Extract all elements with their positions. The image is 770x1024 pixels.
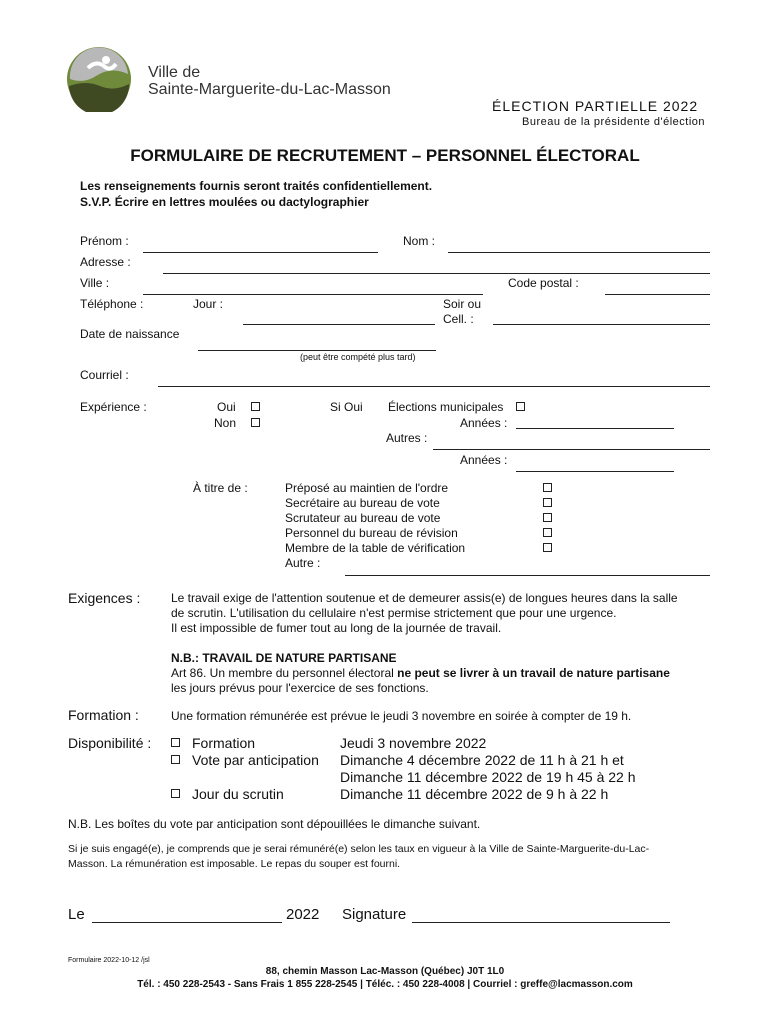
footer-address: 88, chemin Masson Lac-Masson (Québec) J0T 1L0 [265, 966, 505, 977]
date-signature-field[interactable] [92, 922, 282, 923]
date-naissance-note: (peut être compété plus tard) [300, 352, 416, 362]
election-title: ÉLECTION PARTIELLE 2022 [492, 98, 699, 114]
si-oui-label: Si Oui [330, 400, 363, 414]
code-postal-field[interactable] [605, 294, 710, 295]
adresse-field[interactable] [163, 273, 710, 274]
cell-label: Cell. : [443, 312, 474, 326]
adresse-label: Adresse : [80, 255, 131, 269]
footer-contact: Tél. : 450 228-2543 - Sans Frais 1 855 228-2545 | Téléc. : 450 228-4008 | Courriel : greffe@lacmasson.com [137, 979, 633, 990]
opt-vote-anticipation-label: Vote par anticipation [192, 752, 319, 768]
nom-field[interactable] [448, 252, 710, 253]
nb-partisan-title: N.B.: TRAVAIL DE NATURE PARTISANE [171, 651, 397, 665]
annees-label-1: Années : [460, 416, 508, 430]
logo-line2: Sainte-Marguerite-du-Lac-Masson [148, 81, 391, 98]
non-label: Non [214, 416, 237, 430]
oui-label: Oui [217, 400, 236, 414]
date-anticipation-2: Dimanche 11 décembre 2022 de 19 h 45 à 22 h [340, 769, 636, 785]
signature-label: Signature [342, 906, 407, 923]
vote-anticipation-checkbox[interactable] [171, 755, 180, 764]
prenom-label: Prénom : [80, 234, 129, 248]
form-code: Formulaire 2022-10-12 /jsl [68, 957, 150, 964]
role-checkbox[interactable] [543, 543, 552, 552]
exigences-line1: Le travail exige de l'attention soutenue et de demeurer assis(e) de longues heures dans la salle [171, 591, 678, 605]
elections-municipales-label: Élections municipales [388, 400, 504, 414]
date-formation: Jeudi 3 novembre 2022 [340, 735, 487, 751]
formation-label: Formation : [68, 707, 139, 723]
code-postal-label: Code postal : [508, 276, 579, 290]
annees-field-2[interactable] [516, 471, 674, 472]
ville-field[interactable] [143, 294, 483, 295]
notice-block-letters: S.V.P. Écrire en lettres moulées ou dactylographier [80, 195, 369, 209]
opt-jour-scrutin-label: Jour du scrutin [192, 786, 284, 802]
ville-label: Ville : [80, 276, 110, 290]
disponibilite-label: Disponibilité : [68, 735, 152, 751]
exigences-line2: de scrutin. L'utilisation du cellulaire n'est permise strictement que pour une urgence. [171, 606, 617, 620]
engagement-line2: Masson. La rémunération est imposable. Le repas du souper est fourni. [68, 858, 401, 870]
role-checkbox[interactable] [543, 483, 552, 492]
role-item: Secrétaire au bureau de vote [285, 496, 440, 510]
role-checkbox[interactable] [543, 498, 552, 507]
nom-label: Nom : [403, 234, 436, 248]
form-title: FORMULAIRE DE RECRUTEMENT – PERSONNEL ÉLECTORAL [130, 146, 640, 165]
autres-field[interactable] [433, 449, 710, 450]
annees-label-2: Années : [460, 453, 508, 467]
autre-field[interactable] [345, 575, 710, 576]
exigences-line3: Il est impossible de fumer tout au long de la journée de travail. [171, 621, 502, 635]
courriel-label: Courriel : [80, 368, 129, 382]
nb-partisan-text-c: les jours prévus pour l'exercice de ses fonctions. [171, 681, 429, 695]
autres-label: Autres : [386, 431, 428, 445]
experience-label: Expérience : [80, 400, 147, 414]
a-titre-de-label: À titre de : [193, 481, 248, 495]
opt-formation-label: Formation [192, 735, 256, 751]
courriel-field[interactable] [158, 386, 710, 387]
prenom-field[interactable] [143, 252, 378, 253]
logo-line1: Ville de [148, 64, 201, 81]
formation-text: Une formation rémunérée est prévue le jeudi 3 novembre en soirée à compter de 19 h. [171, 709, 632, 723]
telephone-label: Téléphone : [80, 297, 144, 311]
date-anticipation-1: Dimanche 4 décembre 2022 de 11 h à 21 h et [340, 752, 624, 768]
formation-checkbox[interactable] [171, 738, 180, 747]
city-logo-emblem [66, 46, 132, 112]
signature-field[interactable] [412, 922, 670, 923]
autre-label: Autre : [285, 556, 321, 570]
jour-phone-field[interactable] [243, 324, 435, 325]
le-label: Le [68, 906, 85, 923]
oui-checkbox[interactable] [251, 402, 260, 411]
soir-ou-label: Soir ou [443, 297, 482, 311]
year-label: 2022 [286, 906, 320, 923]
jour-scrutin-checkbox[interactable] [171, 789, 180, 798]
role-checkbox[interactable] [543, 528, 552, 537]
nb-partisan-text-bold: ne peut se livrer à un travail de nature partisane [397, 666, 670, 680]
role-item: Préposé au maintien de l'ordre [285, 481, 449, 495]
role-item: Membre de la table de vérification [285, 541, 466, 555]
elections-municipales-checkbox[interactable] [516, 402, 525, 411]
city-logo [66, 46, 132, 112]
election-subtitle: Bureau de la présidente d'élection [522, 116, 705, 128]
date-naissance-label: Date de naissance [80, 327, 180, 341]
nb-boites-note: N.B. Les boîtes du vote par anticipation sont dépouillées le dimanche suivant. [68, 817, 481, 831]
notice-confidential: Les renseignements fournis seront traités confidentiellement. [80, 179, 433, 193]
cell-phone-field[interactable] [493, 324, 710, 325]
nb-partisan-text [171, 666, 670, 680]
nb-partisan-text-a: Art 86. Un membre du personnel électoral [171, 666, 398, 680]
role-checkbox[interactable] [543, 513, 552, 522]
engagement-line1: Si je suis engagé(e), je comprends que je serai rémunéré(e) selon les taux en vigueur à la Ville de Sainte-Marguerite-du-Lac- [68, 843, 650, 855]
jour-label: Jour : [193, 297, 224, 311]
role-item: Personnel du bureau de révision [285, 526, 458, 540]
non-checkbox[interactable] [251, 418, 260, 427]
date-naissance-field[interactable] [198, 350, 436, 351]
role-item: Scrutateur au bureau de vote [285, 511, 441, 525]
date-scrutin: Dimanche 11 décembre 2022 de 9 h à 22 h [340, 786, 609, 802]
annees-field-1[interactable] [516, 428, 674, 429]
exigences-label: Exigences : [68, 590, 141, 606]
